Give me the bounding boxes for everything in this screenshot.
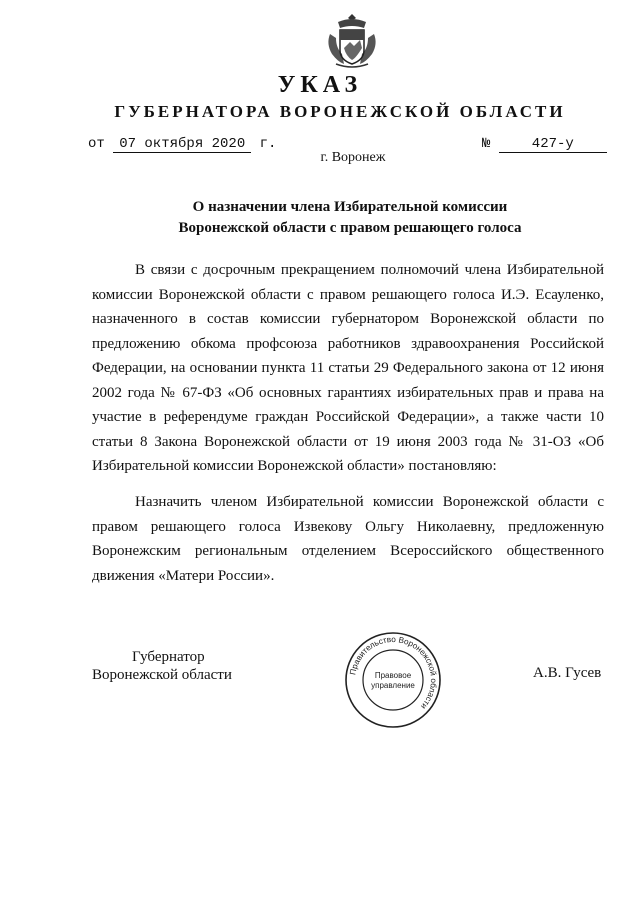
document-issuer-subtitle: ГУБЕРНАТОРА ВОРОНЕЖСКОЙ ОБЛАСТИ <box>114 102 566 121</box>
body-paragraph-1: В связи с досрочным прекращением полномочий члена Избирательной комиссии Воронежской области с правом решающего голоса И.Э. Есауленко, назначенного в состав комиссии губернатором Воронежской области по предложению обкома профсоюза работников здравоохранения Российской Федерации, на основании пункта 11 статьи 29 Федерального закона от 12 июня 2002 года № 67-ФЗ «Об основных гарантиях избирательных прав и права на участие в референдуме граждан Российской Федерации», а также части 10 статьи 8 Закона Воронежской области от 19 июня 2003 года № 31-ОЗ «Об Избирательной комиссии Воронежской области» постановляю: <box>92 262 604 474</box>
number-value: 427-у <box>499 136 607 153</box>
position-line-1: Губернатор <box>132 649 205 665</box>
stamp-ring-text: Правительство Воронежской области <box>348 634 439 711</box>
date-prefix: от <box>88 136 105 152</box>
signatory-name: А.В. Гусев <box>533 665 602 681</box>
document-heading <box>0 197 640 239</box>
number-prefix: № <box>482 136 491 152</box>
document-city: г. Воронеж <box>320 150 386 165</box>
date-suffix: г. <box>259 136 277 152</box>
stamp-seal <box>343 630 443 730</box>
document-type-title: УКАЗ <box>277 72 363 98</box>
coat-of-arms-icon <box>326 12 378 70</box>
stamp-center-line-1: Правовое <box>374 671 412 680</box>
signatory-position <box>92 648 232 684</box>
date-value: 07 октября 2020 <box>113 136 251 153</box>
heading-line-1: О назначении члена Избирательной комиссии <box>192 199 508 215</box>
body-paragraph-2: Назначить членом Избирательной комиссии Воронежской области с правом решающего голоса Извекову Ольгу Николаевну, предложенную Воронежским региональным отделением Всероссийского общественного движения «Матери России». <box>92 494 604 584</box>
heading-line-2: Воронежской области с правом решающего голоса <box>178 220 522 236</box>
position-line-2: Воронежской области <box>92 667 232 683</box>
stamp-center-line-2: управление <box>371 681 415 690</box>
